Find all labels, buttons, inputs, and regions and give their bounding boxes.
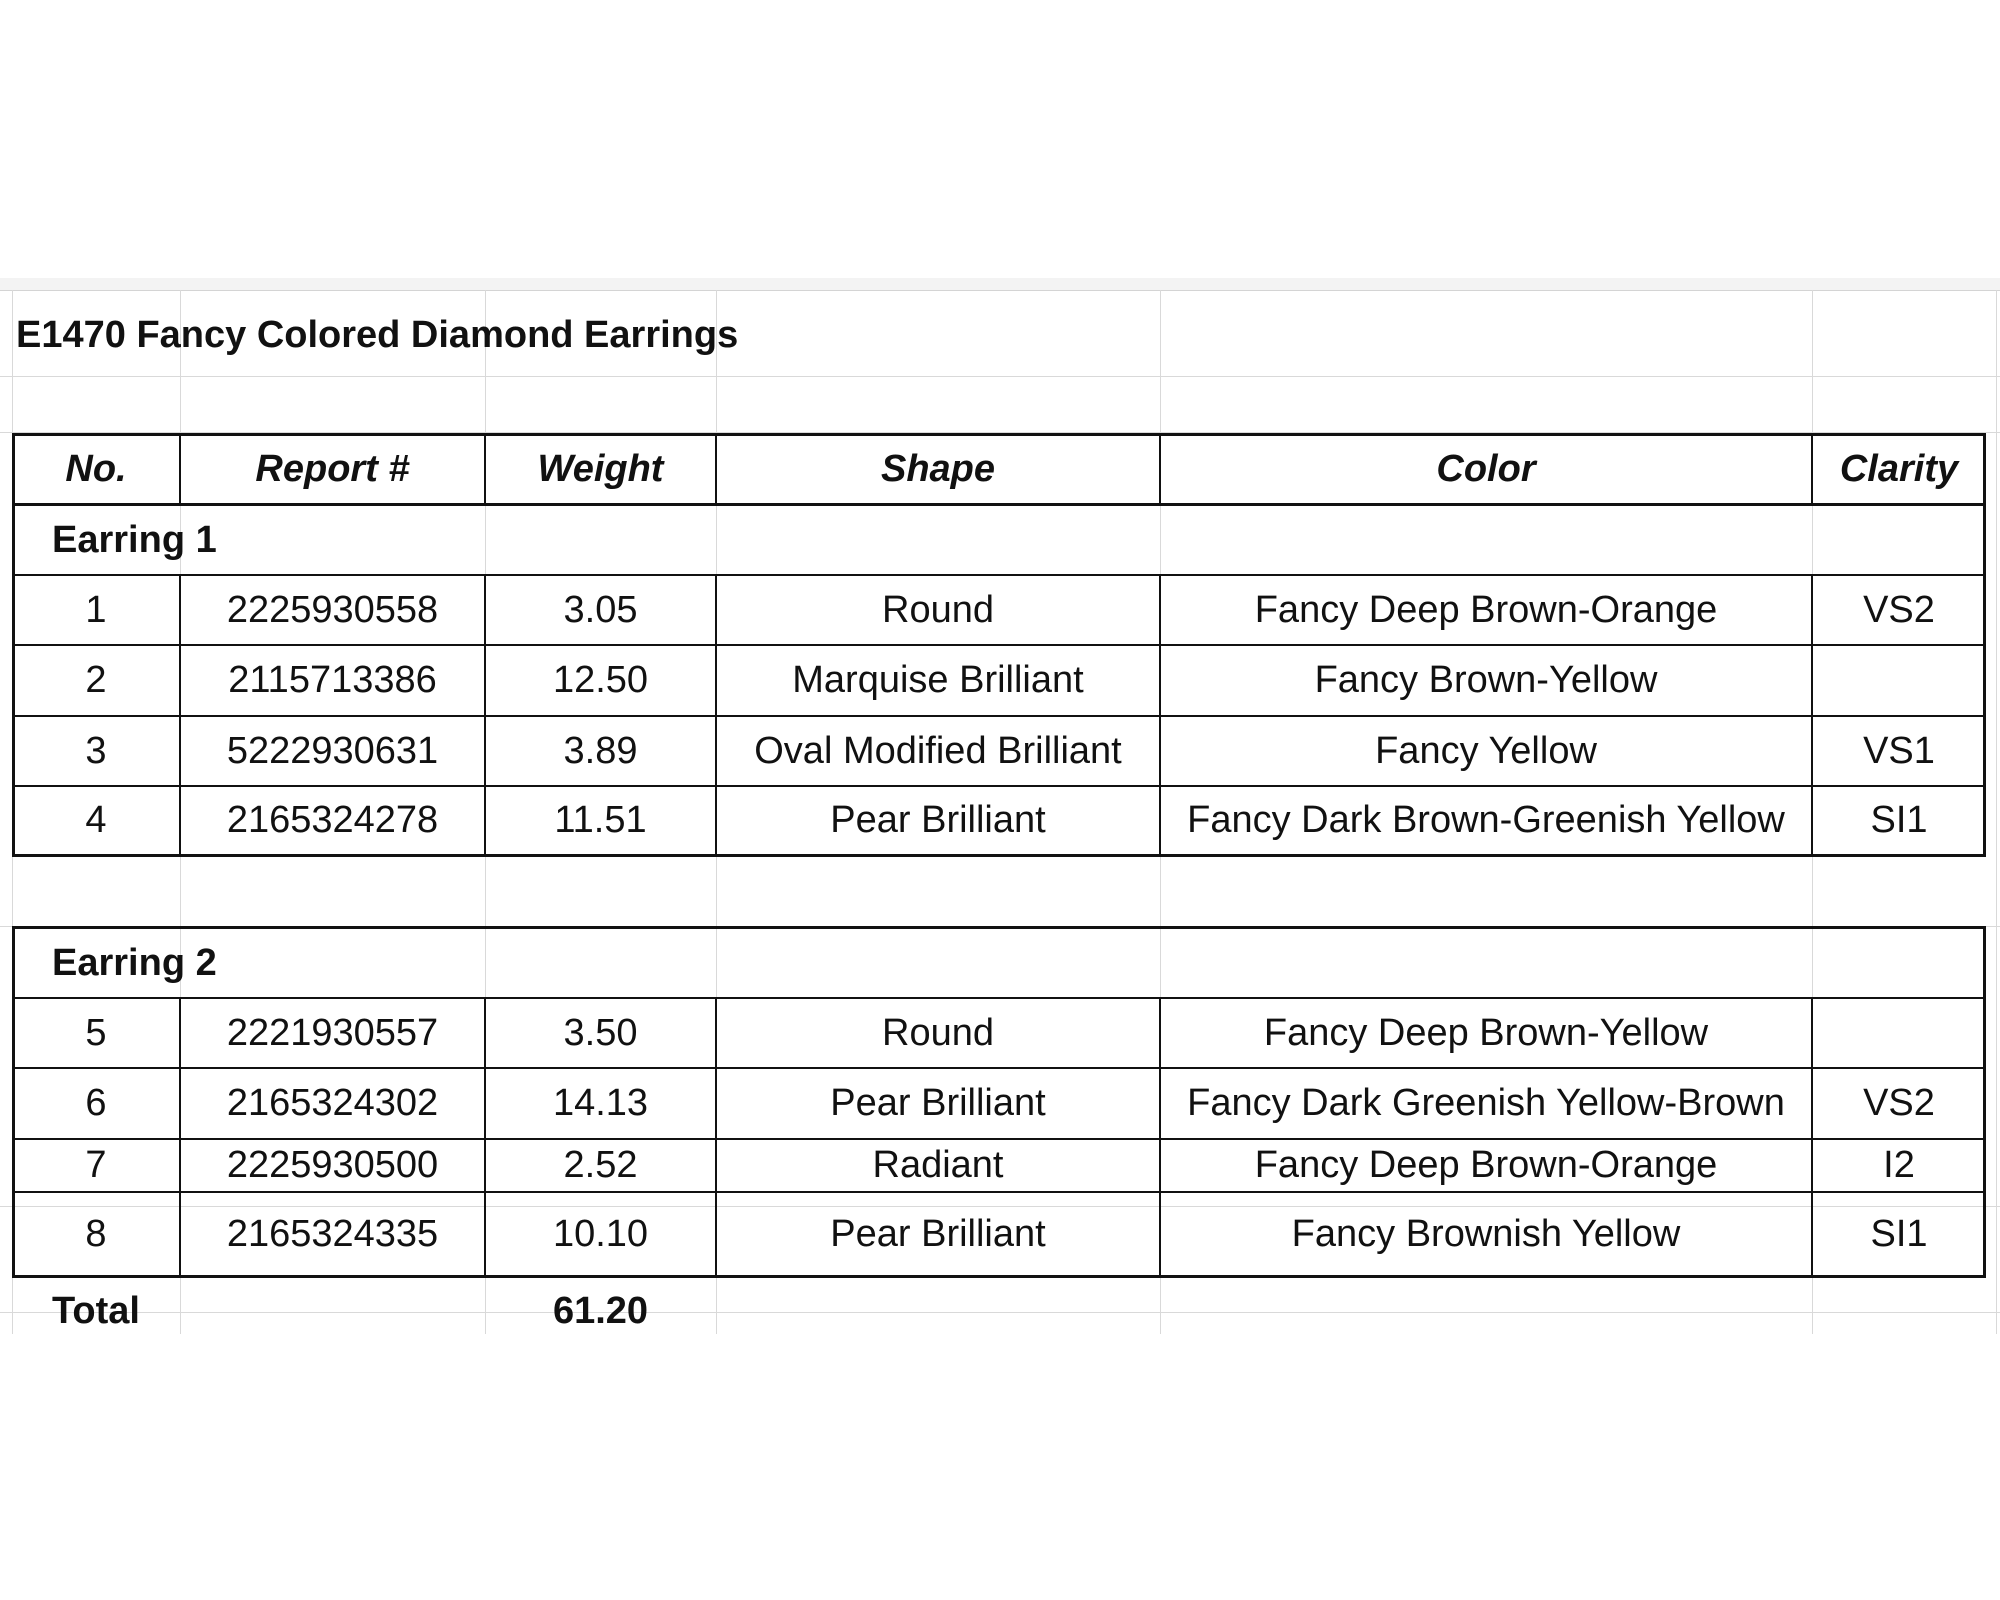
cell-color: Fancy Deep Brown-Yellow bbox=[1263, 1011, 1709, 1054]
cell-clarity: SI1 bbox=[1870, 799, 1928, 841]
cell-color: Fancy Deep Brown-Orange bbox=[1254, 1144, 1718, 1186]
header-clarity: Clarity bbox=[1839, 448, 1959, 490]
cell-weight: 2.52 bbox=[563, 1144, 638, 1186]
cell-shape: Radiant bbox=[872, 1144, 1004, 1186]
cell-no: 4 bbox=[85, 799, 107, 841]
cell-shape: Pear Brilliant bbox=[830, 1082, 1046, 1124]
cell-no: 3 bbox=[85, 729, 107, 772]
cell-clarity: VS1 bbox=[1863, 729, 1935, 772]
header-shape: Shape bbox=[880, 448, 996, 490]
cell-color: Fancy Brown-Yellow bbox=[1314, 659, 1658, 701]
cell-report: 2165324302 bbox=[226, 1082, 439, 1124]
cell-no: 1 bbox=[85, 588, 107, 631]
cell-weight: 11.51 bbox=[554, 799, 647, 841]
sheet-title: E1470 Fancy Colored Diamond Earrings bbox=[16, 314, 739, 356]
cell-report: 2225930558 bbox=[226, 588, 439, 631]
total-weight: 61.20 bbox=[552, 1289, 649, 1332]
cell-clarity bbox=[1812, 999, 1986, 1067]
cell-no: 5 bbox=[85, 1011, 107, 1054]
cell-report: 5222930631 bbox=[226, 729, 439, 772]
cell-report: 2225930500 bbox=[226, 1144, 439, 1186]
spreadsheet bbox=[0, 278, 2000, 1334]
cell-report: 2115713386 bbox=[228, 659, 437, 701]
header-report: Report # bbox=[255, 448, 410, 490]
cell-weight: 14.13 bbox=[552, 1082, 649, 1124]
cell-shape: Round bbox=[882, 588, 994, 631]
cell-shape: Marquise Brilliant bbox=[792, 659, 1084, 701]
cell-weight: 3.05 bbox=[563, 588, 638, 631]
cell-no: 8 bbox=[85, 1212, 107, 1255]
cell-report: 2165324278 bbox=[226, 799, 439, 841]
cell-weight: 10.10 bbox=[552, 1212, 649, 1255]
cell-color: Fancy Dark Greenish Yellow-Brown bbox=[1187, 1082, 1785, 1124]
column-header-strip bbox=[0, 278, 2000, 291]
header-no: No. bbox=[65, 448, 127, 490]
cell-color: Fancy Dark Brown-Greenish Yellow bbox=[1187, 799, 1785, 841]
header-weight: Weight bbox=[537, 448, 664, 490]
cell-weight: 3.50 bbox=[563, 1011, 638, 1054]
cell-shape: Pear Brilliant bbox=[830, 1212, 1046, 1255]
cell-clarity: SI1 bbox=[1870, 1212, 1928, 1255]
cell-weight: 12.50 bbox=[552, 659, 649, 701]
cell-no: 2 bbox=[85, 659, 107, 701]
cell-report: 2165324335 bbox=[226, 1212, 439, 1255]
cell-report: 2221930557 bbox=[226, 1011, 439, 1054]
cell-shape: Oval Modified Brilliant bbox=[754, 729, 1122, 772]
cell-shape: Round bbox=[882, 1011, 994, 1054]
cell-no: 6 bbox=[85, 1082, 107, 1124]
cell-clarity: I2 bbox=[1883, 1144, 1915, 1186]
total-label: Total bbox=[52, 1289, 140, 1332]
earring-2-label: Earring 2 bbox=[52, 941, 217, 984]
earring-1-label: Earring 1 bbox=[52, 518, 217, 561]
cell-weight: 3.89 bbox=[563, 729, 638, 772]
cell-color: Fancy Brownish Yellow bbox=[1291, 1212, 1681, 1255]
cell-shape: Pear Brilliant bbox=[830, 799, 1046, 841]
cell-clarity bbox=[1812, 646, 1986, 715]
header-color: Color bbox=[1436, 448, 1536, 490]
cell-clarity: VS2 bbox=[1863, 588, 1935, 631]
cell-color: Fancy Deep Brown-Orange bbox=[1254, 588, 1718, 631]
cell-color: Fancy Yellow bbox=[1375, 729, 1597, 772]
cell-clarity: VS2 bbox=[1863, 1082, 1935, 1124]
cell-no: 7 bbox=[85, 1144, 107, 1186]
